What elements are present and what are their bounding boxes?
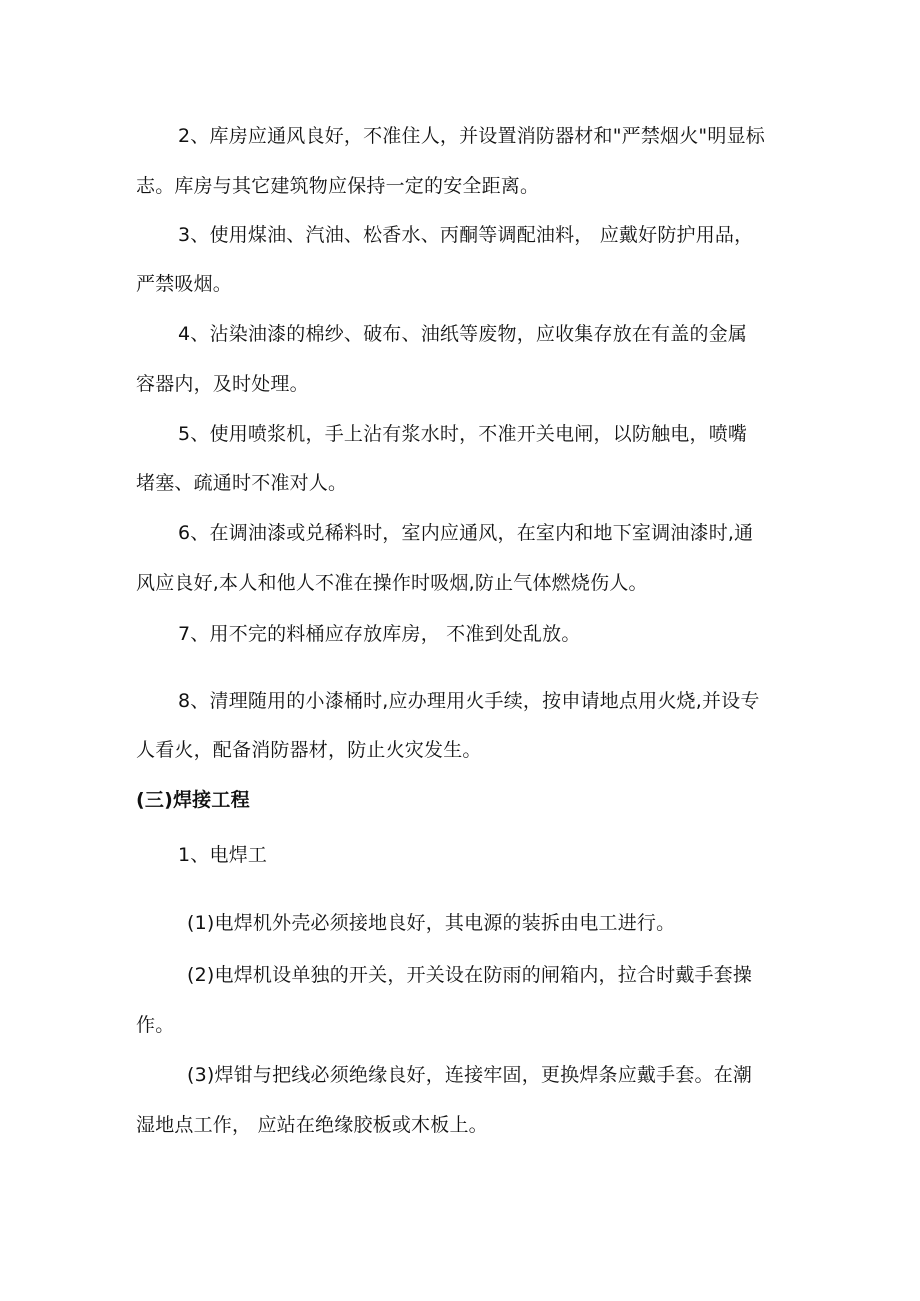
paragraph-5-line-1: 5、使用喷浆机，手上沾有浆水时，不准开关电闸，以防触电，喷嘴 <box>178 423 748 445</box>
paragraph-5-line-2: 堵塞、疏通时不准对人。 <box>136 472 348 494</box>
paragraph-7-line-1: 7、用不完的料桶应存放库房， 不准到处乱放。 <box>178 623 581 645</box>
paragraph-8-line-1: 8、清理随用的小漆桶时,应办理用火手续，按申请地点用火烧,并设专 <box>178 690 760 712</box>
item-2-line-1: (2)电焊机设单独的开关，开关设在防雨的闸箱内，拉合时戴手套操 <box>187 964 753 986</box>
item-3-line-2: 湿地点工作， 应站在绝缘胶板或木板上。 <box>136 1114 488 1136</box>
paragraph-3-line-1: 3、使用煤油、汽油、松香水、丙酮等调配油料， 应戴好防护用品， <box>178 224 754 246</box>
item-3-line-1: (3)焊钳与把线必须绝缘良好，连接牢固，更换焊条应戴手套。在潮 <box>187 1064 753 1086</box>
section-heading: (三)焊接工程 <box>136 789 250 811</box>
paragraph-4-line-1: 4、沾染油漆的棉纱、破布、油纸等废物，应收集存放在有盖的金属 <box>178 323 748 345</box>
item-2-line-2: 作。 <box>136 1014 175 1036</box>
subheading: 1、电焊工 <box>178 844 268 866</box>
paragraph-4-line-2: 容器内，及时处理。 <box>136 373 309 395</box>
paragraph-6-line-2: 风应良好,本人和他人不准在操作时吸烟,防止气体燃烧伤人。 <box>136 572 648 594</box>
paragraph-6-line-1: 6、在调油漆或兑稀料时，室内应通风，在室内和地下室调油漆时,通 <box>178 522 754 544</box>
paragraph-2-line-1: 2、库房应通风良好，不准住人，并设置消防器材和"严禁烟火"明显标 <box>178 125 765 147</box>
paragraph-3-line-2: 严禁吸烟。 <box>136 273 233 295</box>
paragraph-2-line-2: 志。库房与其它建筑物应保持一定的安全距离。 <box>136 175 540 197</box>
paragraph-8-line-2: 人看火，配备消防器材，防止火灾发生。 <box>136 739 482 761</box>
item-1-line-1: (1)电焊机外壳必须接地良好，其电源的装拆由电工进行。 <box>187 912 676 934</box>
